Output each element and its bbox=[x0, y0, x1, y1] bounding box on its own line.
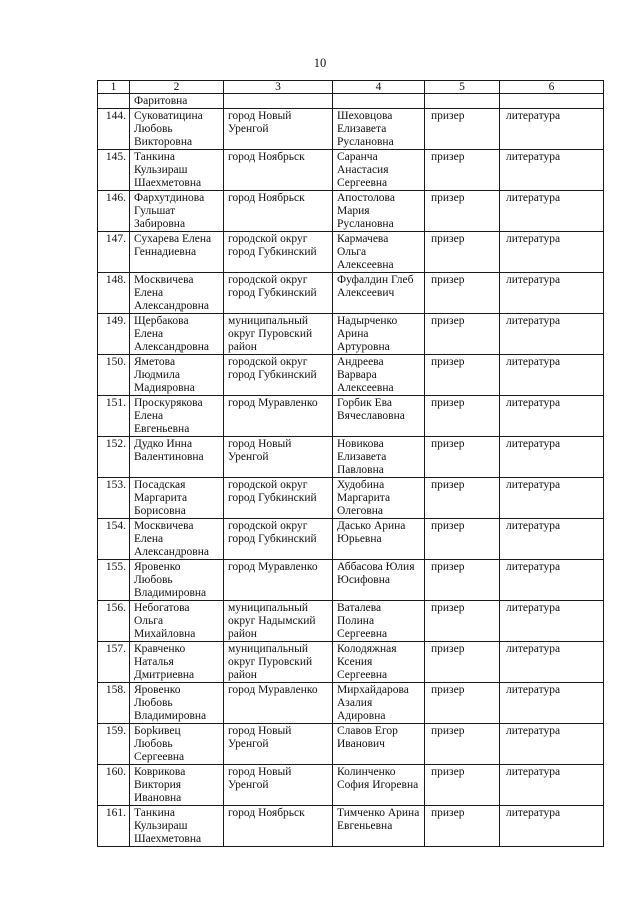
column-header: 1 bbox=[98, 81, 130, 94]
teacher-name: Проскурякова Елена Евгеньевна bbox=[130, 396, 224, 437]
teacher-name: Танкина Кульзираш Шаехметовна bbox=[130, 150, 224, 191]
subject: литература bbox=[500, 683, 604, 724]
student-name: Андреева Варвара Алексеевна bbox=[333, 355, 425, 396]
teacher-name: Посадская Маргарита Борисовна bbox=[130, 478, 224, 519]
student-name: Колодяжная Ксения Сергеевна bbox=[333, 642, 425, 683]
table-row bbox=[98, 601, 604, 642]
student-name: Тимченко Арина Евгеньевна bbox=[333, 806, 425, 847]
status: призер bbox=[425, 437, 500, 478]
subject: литература bbox=[500, 560, 604, 601]
row-number: 149. bbox=[98, 314, 130, 355]
row-number: 144. bbox=[98, 109, 130, 150]
table-row bbox=[98, 437, 604, 478]
status: призер bbox=[425, 109, 500, 150]
table-row bbox=[98, 765, 604, 806]
status: призер bbox=[425, 150, 500, 191]
results-table bbox=[97, 80, 604, 847]
cell-empty bbox=[425, 94, 500, 109]
student-name: Кармачева Ольга Алексеевна bbox=[333, 232, 425, 273]
subject: литература bbox=[500, 806, 604, 847]
municipality: муниципальный округ Надымский район bbox=[224, 601, 333, 642]
municipality: городской округ город Губкинский bbox=[224, 232, 333, 273]
municipality: муниципальный округ Пуровский район bbox=[224, 642, 333, 683]
status: призер bbox=[425, 806, 500, 847]
municipality: город Ноябрьск bbox=[224, 191, 333, 232]
row-number: 150. bbox=[98, 355, 130, 396]
status: призер bbox=[425, 765, 500, 806]
municipality: городской округ город Губкинский bbox=[224, 355, 333, 396]
municipality: городской округ город Губкинский bbox=[224, 273, 333, 314]
municipality: город Новый Уренгой bbox=[224, 109, 333, 150]
row-number: 159. bbox=[98, 724, 130, 765]
student-name: Горбик Ева Вячеславовна bbox=[333, 396, 425, 437]
status: призер bbox=[425, 232, 500, 273]
student-name: Ваталева Полина Сергеевна bbox=[333, 601, 425, 642]
subject: литература bbox=[500, 724, 604, 765]
status: призер bbox=[425, 560, 500, 601]
municipality: город Новый Уренгой bbox=[224, 724, 333, 765]
municipality: городской округ город Губкинский bbox=[224, 519, 333, 560]
table-row bbox=[98, 232, 604, 273]
student-name: Колинченко София Игоревна bbox=[333, 765, 425, 806]
subject: литература bbox=[500, 232, 604, 273]
teacher-name: Кравченко Наталья Дмитриевна bbox=[130, 642, 224, 683]
column-header: 6 bbox=[500, 81, 604, 94]
student-name: Славов Егор Иванович bbox=[333, 724, 425, 765]
cell-empty bbox=[333, 94, 425, 109]
teacher-name: Москвичева Елена Александровна bbox=[130, 273, 224, 314]
table-row bbox=[98, 109, 604, 150]
subject: литература bbox=[500, 109, 604, 150]
subject: литература bbox=[500, 191, 604, 232]
subject: литература bbox=[500, 437, 604, 478]
teacher-name: Яровенко Любовь Владимировна bbox=[130, 560, 224, 601]
table-row bbox=[98, 724, 604, 765]
table-row bbox=[98, 519, 604, 560]
row-number: 158. bbox=[98, 683, 130, 724]
table-row bbox=[98, 191, 604, 232]
teacher-name: Коврикова Виктория Ивановна bbox=[130, 765, 224, 806]
table-row bbox=[98, 396, 604, 437]
table-row bbox=[98, 150, 604, 191]
cell-empty bbox=[500, 94, 604, 109]
row-number: 148. bbox=[98, 273, 130, 314]
municipality: город Муравленко bbox=[224, 396, 333, 437]
subject: литература bbox=[500, 355, 604, 396]
subject: литература bbox=[500, 642, 604, 683]
column-header: 3 bbox=[224, 81, 333, 94]
teacher-name: Фархутдинова Гульшат Забировна bbox=[130, 191, 224, 232]
table-row bbox=[98, 806, 604, 847]
student-name: Мирхайдарова Азалия Адировна bbox=[333, 683, 425, 724]
student-name: Надырченко Арина Артуровна bbox=[333, 314, 425, 355]
table-row bbox=[98, 560, 604, 601]
cell-empty bbox=[224, 94, 333, 109]
table-row bbox=[98, 478, 604, 519]
status: призер bbox=[425, 396, 500, 437]
column-header: 4 bbox=[333, 81, 425, 94]
row-number: 153. bbox=[98, 478, 130, 519]
teacher-name: Небогатова Ольга Михайловна bbox=[130, 601, 224, 642]
subject: литература bbox=[500, 150, 604, 191]
municipality: город Муравленко bbox=[224, 683, 333, 724]
cell-empty bbox=[98, 94, 130, 109]
municipality: город Новый Уренгой bbox=[224, 437, 333, 478]
row-number: 147. bbox=[98, 232, 130, 273]
teacher-name: Дудко Инна Валентиновна bbox=[130, 437, 224, 478]
municipality: городской округ город Губкинский bbox=[224, 478, 333, 519]
teacher-name-continuation: Фаритовна bbox=[130, 94, 224, 109]
student-name: Апостолова Мария Руслановна bbox=[333, 191, 425, 232]
subject: литература bbox=[500, 273, 604, 314]
student-name: Худобина Маргарита Олеговна bbox=[333, 478, 425, 519]
status: призер bbox=[425, 724, 500, 765]
row-number: 157. bbox=[98, 642, 130, 683]
column-header: 2 bbox=[130, 81, 224, 94]
page-number: 10 bbox=[313, 56, 327, 70]
municipality: город Муравленко bbox=[224, 560, 333, 601]
municipality: город Ноябрьск bbox=[224, 150, 333, 191]
teacher-name: Яметова Людмила Мадияровна bbox=[130, 355, 224, 396]
subject: литература bbox=[500, 396, 604, 437]
status: призер bbox=[425, 601, 500, 642]
status: призер bbox=[425, 314, 500, 355]
row-number: 152. bbox=[98, 437, 130, 478]
row-number: 151. bbox=[98, 396, 130, 437]
table-row bbox=[98, 683, 604, 724]
status: призер bbox=[425, 683, 500, 724]
row-number: 156. bbox=[98, 601, 130, 642]
subject: литература bbox=[500, 765, 604, 806]
status: призер bbox=[425, 273, 500, 314]
student-name: Новикова Елизавета Павловна bbox=[333, 437, 425, 478]
teacher-name: Москвичева Елена Александровна bbox=[130, 519, 224, 560]
subject: литература bbox=[500, 314, 604, 355]
subject: литература bbox=[500, 519, 604, 560]
table-row bbox=[98, 642, 604, 683]
row-number: 160. bbox=[98, 765, 130, 806]
teacher-name: Борkивец Любовь Сергеевна bbox=[130, 724, 224, 765]
subject: литература bbox=[500, 601, 604, 642]
status: призер bbox=[425, 191, 500, 232]
status: призер bbox=[425, 642, 500, 683]
status: призер bbox=[425, 355, 500, 396]
row-number: 146. bbox=[98, 191, 130, 232]
table-row bbox=[98, 273, 604, 314]
student-name: Аббасова Юлия Юсифовна bbox=[333, 560, 425, 601]
municipality: город Ноябрьск bbox=[224, 806, 333, 847]
student-name: Фуфалдин Глеб Алексеевич bbox=[333, 273, 425, 314]
teacher-name: Яровенко Любовь Владимировна bbox=[130, 683, 224, 724]
teacher-name: Сухарева Елена Геннадиевна bbox=[130, 232, 224, 273]
teacher-name: Танкина Кульзираш Шаехметовна bbox=[130, 806, 224, 847]
continuation-row bbox=[98, 94, 604, 109]
teacher-name: Суковатицина Любовь Викторовна bbox=[130, 109, 224, 150]
status: призер bbox=[425, 478, 500, 519]
municipality: муниципальный округ Пуровский район bbox=[224, 314, 333, 355]
table-header-row bbox=[98, 81, 604, 94]
table-row bbox=[98, 314, 604, 355]
status: призер bbox=[425, 519, 500, 560]
row-number: 155. bbox=[98, 560, 130, 601]
student-name: Шеховцова Елизавета Руслановна bbox=[333, 109, 425, 150]
row-number: 145. bbox=[98, 150, 130, 191]
teacher-name: Щербакова Елена Александровна bbox=[130, 314, 224, 355]
row-number: 161. bbox=[98, 806, 130, 847]
row-number: 154. bbox=[98, 519, 130, 560]
column-header: 5 bbox=[425, 81, 500, 94]
student-name: Дасько Арина Юрьевна bbox=[333, 519, 425, 560]
subject: литература bbox=[500, 478, 604, 519]
student-name: Саранча Анастасия Сергеевна bbox=[333, 150, 425, 191]
municipality: город Новый Уренгой bbox=[224, 765, 333, 806]
table-row bbox=[98, 355, 604, 396]
